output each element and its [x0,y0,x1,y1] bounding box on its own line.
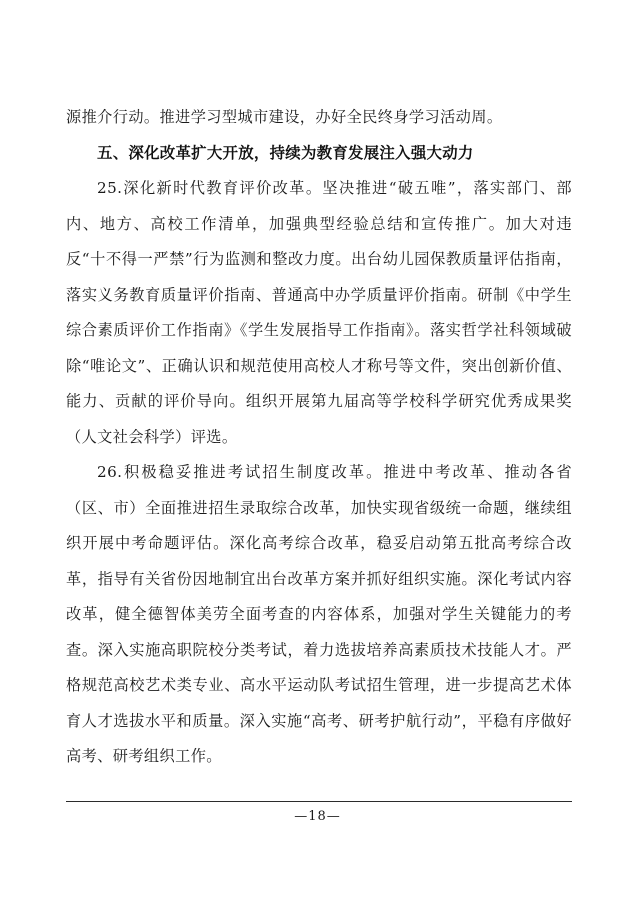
section-heading: 五、深化改革扩大开放，持续为教育发展注入强大动力 [97,143,474,162]
paragraph-item-26: 26.积极稳妥推进考试招生制度改革。推进中考改革、推动各省（区、市）全面推进招生录取综合改革，加快实现省级统一命题，继续组织开展中考命题评估。深化高考综合改革，稳妥启动第五批高考综合改革，指导有关省份因地制宜出台改革方案并抓好组织实施。深化考试内容改革，健全德智体美劳全面考查的内容体系，加强对学生关键能力的考查。深入实施高职院校分类考试，着力选拔培养高素质技术技能人才。严格规范高校艺术类专业、高水平运动队考试招生管理，进一步提高艺术体育人才选拔水平和质量。深入实施“高考、研考护航行动”，平稳有序做好高考、研考组织工作。 [66,463,572,765]
paragraph-item-25: 25.深化新时代教育评价改革。坚决推进“破五唯”，落实部门、部内、地方、高校工作清单，加强典型经验总结和宣传推广。加大对违反“十不得一严禁”行为监测和整改力度。出台幼儿园保教质量评估指南，落实义务教育质量评价指南、普通高中办学质量评价指南。研制《中学生综合素质评价工作指南》《学生发展指导工作指南》。落实哲学社科领域破除“唯论文”、正确认识和规范使用高校人才称号等文件，突出创新价值、能力、贡献的评价导向。组织开展第九届高等学校科学研究优秀成果奖（人文社会科学）评选。 [66,179,572,446]
page-content [66,100,572,775]
page-number: —18— [294,809,341,824]
footer-divider [66,801,572,802]
paragraph-continued: 源推介行动。推进学习型城市建设，办好全民终身学习活动周。 [66,108,503,126]
page-footer [0,805,635,824]
